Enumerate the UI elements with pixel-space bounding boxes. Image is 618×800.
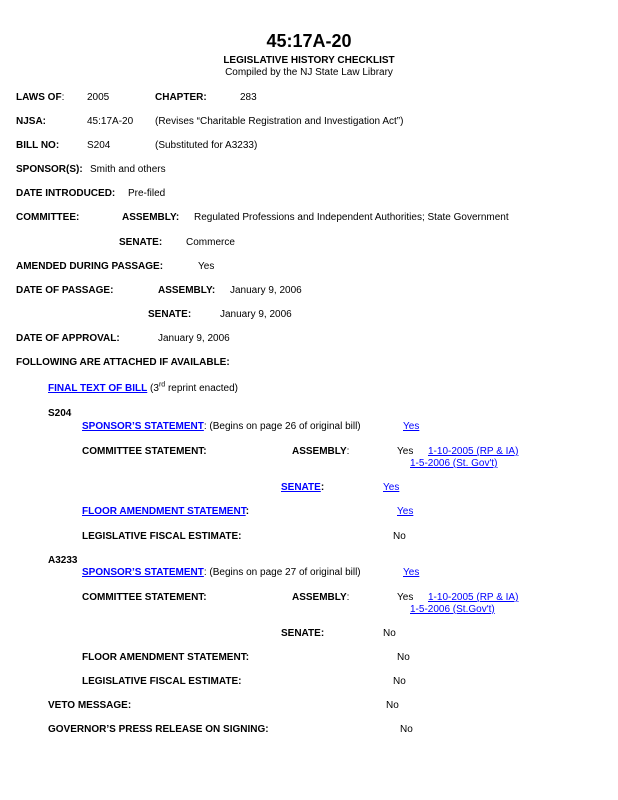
following-attached-label: FOLLOWING ARE ATTACHED IF AVAILABLE: bbox=[16, 357, 230, 368]
chapter-value: 283 bbox=[240, 92, 257, 103]
date-approval-value: January 9, 2006 bbox=[158, 333, 230, 344]
a3233-assembly-link-1[interactable]: 1-10-2005 (RP & IA) bbox=[428, 592, 519, 603]
a3233-committee-label: COMMITTEE STATEMENT: bbox=[82, 592, 207, 603]
bill-s204-label: S204 bbox=[48, 408, 72, 419]
amended-value: Yes bbox=[198, 261, 215, 272]
s204-floor-row: FLOOR AMENDMENT STATEMENT: bbox=[82, 506, 250, 517]
s204-committee-label: COMMITTEE STATEMENT: bbox=[82, 446, 207, 457]
press-release-label: GOVERNOR’S PRESS RELEASE ON SIGNING: bbox=[48, 724, 269, 735]
compiled-by: Compiled by the NJ State Law Library bbox=[225, 67, 393, 78]
a3233-floor-label: FLOOR AMENDMENT STATEMENT: bbox=[82, 652, 250, 663]
committee-label: COMMITTEE: bbox=[16, 212, 80, 223]
a3233-assembly-value: Yes bbox=[397, 592, 414, 603]
final-text-link[interactable]: FINAL TEXT OF BILL bbox=[48, 383, 148, 394]
committee-senate-value: Commerce bbox=[186, 237, 235, 248]
committee-assembly-label: ASSEMBLY: bbox=[122, 212, 180, 223]
veto-message-label: VETO MESSAGE: bbox=[48, 700, 132, 711]
s204-floor-amendment-link[interactable]: FLOOR AMENDMENT STATEMENT bbox=[82, 506, 246, 517]
chapter-label: CHAPTER: bbox=[155, 92, 207, 103]
sponsors-label: SPONSOR(S): bbox=[16, 164, 83, 175]
s204-fiscal-value: No bbox=[393, 531, 406, 542]
a3233-senate-label: SENATE: bbox=[281, 628, 325, 639]
s204-assembly-link-1[interactable]: 1-10-2005 (RP & IA) bbox=[428, 446, 519, 457]
veto-message-value: No bbox=[386, 700, 399, 711]
njsa-note: (Revises “Charitable Registration and Investigation Act”) bbox=[155, 116, 404, 127]
s204-assembly-value: Yes bbox=[397, 446, 414, 457]
s204-sponsor-row: SPONSOR’S STATEMENT: (Begins on page 26 of original bill) bbox=[82, 421, 361, 432]
a3233-fiscal-value: No bbox=[393, 676, 406, 687]
a3233-sponsor-row: SPONSOR’S STATEMENT: (Begins on page 27 of original bill) bbox=[82, 567, 361, 578]
a3233-floor-value: No bbox=[397, 652, 410, 663]
passage-senate-value: January 9, 2006 bbox=[220, 309, 292, 320]
date-approval-label: DATE OF APPROVAL: bbox=[16, 333, 120, 344]
s204-senate-row: SENATE: bbox=[281, 482, 325, 493]
s204-senate-link[interactable]: SENATE bbox=[281, 482, 321, 493]
a3233-fiscal-label: LEGISLATIVE FISCAL ESTIMATE: bbox=[82, 676, 242, 687]
bill-no-value: S204 bbox=[87, 140, 111, 151]
njsa-label: NJSA: bbox=[16, 116, 47, 127]
bill-no-note: (Substituted for A3233) bbox=[155, 140, 258, 151]
passage-senate-label: SENATE: bbox=[148, 309, 192, 320]
a3233-sponsor-yes-link[interactable]: Yes bbox=[403, 567, 420, 578]
amended-label: AMENDED DURING PASSAGE: bbox=[16, 261, 164, 272]
page-title: 45:17A-20 bbox=[266, 31, 352, 51]
bill-no-label: BILL NO: bbox=[16, 140, 60, 151]
committee-assembly-value: Regulated Professions and Independent Authorities; State Government bbox=[194, 212, 509, 223]
press-release-value: No bbox=[400, 724, 413, 735]
sponsors-value: Smith and others bbox=[90, 164, 166, 175]
passage-assembly-label: ASSEMBLY: bbox=[158, 285, 216, 296]
laws-of-label: LAWS OF: bbox=[16, 92, 65, 103]
s204-fiscal-label: LEGISLATIVE FISCAL ESTIMATE: bbox=[82, 531, 242, 542]
bill-a3233-label: A3233 bbox=[48, 555, 78, 566]
a3233-sponsor-statement-link[interactable]: SPONSOR’S STATEMENT bbox=[82, 567, 204, 578]
date-introduced-value: Pre-filed bbox=[128, 188, 166, 199]
checklist-subtitle: LEGISLATIVE HISTORY CHECKLIST bbox=[223, 55, 395, 66]
a3233-senate-value: No bbox=[383, 628, 396, 639]
a3233-assembly-link-2[interactable]: 1-5-2006 (St.Gov't) bbox=[410, 604, 495, 615]
s204-sponsor-yes-link[interactable]: Yes bbox=[403, 421, 420, 432]
s204-assembly-label: ASSEMBLY: bbox=[292, 446, 350, 457]
final-text-row: FINAL TEXT OF BILL (3rd reprint enacted) bbox=[48, 381, 238, 394]
a3233-assembly-label: ASSEMBLY: bbox=[292, 592, 350, 603]
njsa-value: 45:17A-20 bbox=[87, 116, 134, 127]
committee-senate-label: SENATE: bbox=[119, 237, 163, 248]
s204-floor-yes-link[interactable]: Yes bbox=[397, 506, 414, 517]
laws-of-value: 2005 bbox=[87, 92, 110, 103]
date-passage-label: DATE OF PASSAGE: bbox=[16, 285, 114, 296]
date-introduced-label: DATE INTRODUCED: bbox=[16, 188, 116, 199]
passage-assembly-value: January 9, 2006 bbox=[230, 285, 302, 296]
s204-senate-yes-link[interactable]: Yes bbox=[383, 482, 400, 493]
s204-sponsor-statement-link[interactable]: SPONSOR’S STATEMENT bbox=[82, 421, 204, 432]
s204-assembly-link-2[interactable]: 1-5-2006 (St. Gov't) bbox=[410, 458, 498, 469]
